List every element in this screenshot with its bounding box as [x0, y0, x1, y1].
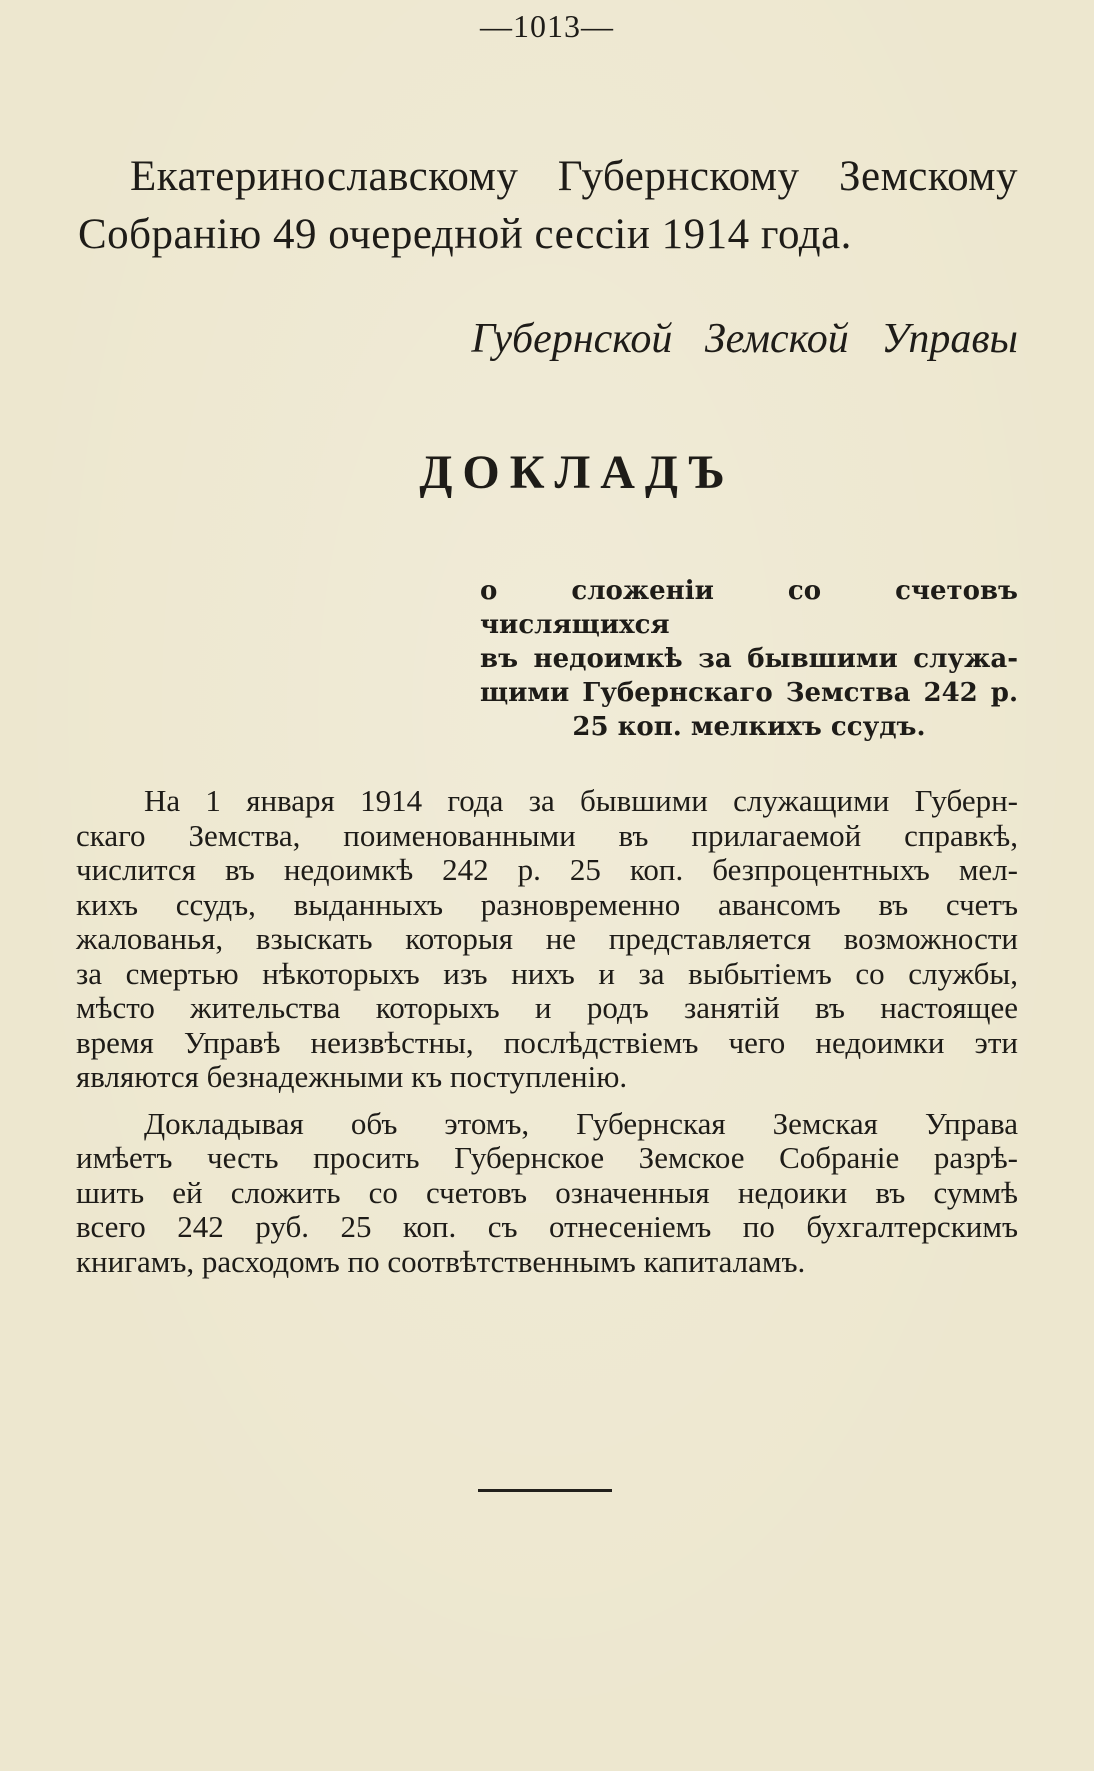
report-body — [76, 784, 1018, 1279]
paragraph-line: На 1 января 1914 года за бывшими служащими Губерн- — [144, 783, 1018, 818]
paragraph-line: имѣетъ честь просить Губернское Земское Собраніе разрѣ- — [76, 1140, 1018, 1175]
addressee-line-2: Собранію 49 очередной сессіи 1914 года. — [78, 211, 852, 258]
paragraph-line: Докладывая объ этомъ, Губернская Земская Управа — [144, 1105, 1018, 1141]
paragraph-line: скаго Земства, поименованными въ прилагаемой справкѣ, — [76, 817, 1018, 853]
addressee-heading — [78, 148, 1018, 264]
addressee-line-1: Екатеринославскому Губернскому Земскому — [130, 153, 1018, 200]
paragraph-1 — [76, 784, 1018, 1095]
paragraph-line: мѣсто жительства которыхъ и родъ занятій въ настоящее — [76, 990, 1018, 1025]
paragraph-line: шить ей сложить со счетовъ означенныя недоики въ суммѣ — [76, 1174, 1018, 1210]
subject-line: о сложеніи со счетовъ числящихся — [480, 576, 1018, 640]
page-number: —1013— — [480, 8, 614, 44]
closing-rule — [478, 1489, 612, 1492]
paragraph-line: за смертью нѣкоторыхъ изъ нихъ и за выбытіемъ со службы, — [76, 955, 1018, 991]
subject-line: 25 коп. мелкихъ ссудъ. — [572, 712, 926, 742]
paragraph-line: книгамъ, расходомъ по соотвѣтственнымъ капиталамъ. — [76, 1243, 806, 1279]
paragraph-line: жалованья, взыскать которыя не представляется возможности — [76, 921, 1018, 956]
document-title: ДОКЛАДЪ — [419, 446, 735, 499]
paragraph-line: всего 242 руб. 25 коп. съ отнесеніемъ по бухгалтерскимъ — [76, 1209, 1018, 1244]
paragraph-2 — [76, 1107, 1018, 1280]
paragraph-line: время Управѣ неизвѣстны, послѣдствіемъ чего недоимки эти — [76, 1024, 1018, 1060]
paragraph-line: являются безнадежными къ поступленію. — [76, 1059, 628, 1094]
issuing-authority: Губернской Земской Управы — [471, 316, 1018, 362]
paragraph-line: кихъ ссудъ, выданныхъ разновременно авансомъ въ счетъ — [76, 886, 1018, 922]
paragraph-line: числится въ недоимкѣ 242 р. 25 коп. безпроцентныхъ мел- — [76, 852, 1018, 887]
subject-line: въ недоимкѣ за бывшими служа- — [480, 644, 1018, 674]
report-subject — [480, 574, 1018, 744]
subject-line: щими Губернскаго Земства 242 р. — [480, 678, 1018, 708]
